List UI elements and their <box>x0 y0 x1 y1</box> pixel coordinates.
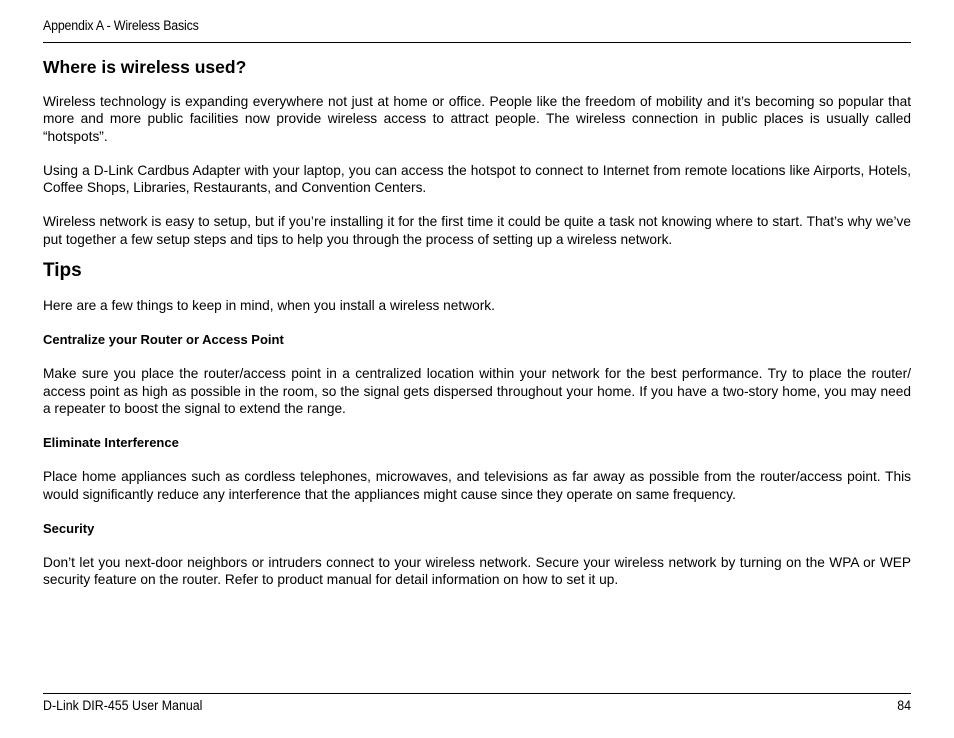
tips-intro: Here are a few things to keep in mind, when you install a wireless network. <box>43 298 495 314</box>
tip-title-security: Security <box>43 520 95 536</box>
header-divider <box>43 42 911 43</box>
paragraph: Wireless technology is expanding everywhere not just at home or office. People like the freedom of mobility and it’s becoming so popular that more and more public facilities now provide wireless access to attract people. The wireless connection in public places is usually called “hotspots”. <box>43 94 911 144</box>
section-heading-where: Where is wireless used? <box>43 57 247 77</box>
tip-body-interference: Place home appliances such as cordless telephones, microwaves, and televisions as far away as possible from the router/access point. This would significantly reduce any interference that the appliances might cause since they operate on same frequency. <box>43 469 911 502</box>
page-body <box>43 56 911 588</box>
tip-body-security: Don’t let you next-door neighbors or intruders connect to your wireless network. Secure your wireless network by turning on the WPA or WEP security feature on the router. Refer to product manual for detail information on how to set it up. <box>43 554 911 588</box>
tip-title-interference: Eliminate Interference <box>43 435 179 451</box>
footer-divider <box>43 693 911 694</box>
footer-manual-title: D-Link DIR-455 User Manual <box>43 698 203 713</box>
tip-title-centralize: Centralize your Router or Access Point <box>43 332 284 348</box>
page-number: 84 <box>897 698 911 713</box>
paragraph: Wireless network is easy to setup, but if you’re installing it for the first time it could be quite a task not knowing where to start. That’s why we’ve put together a few setup steps and tips to help you through the process of setting up a wireless network. <box>43 214 911 247</box>
paragraph: Using a D-Link Cardbus Adapter with your laptop, you can access the hotspot to connect to Internet from remote locations like Airports, Hotels, Coffee Shops, Libraries, Restaurants, and Convention Centers. <box>43 162 911 196</box>
tip-body-centralize: Make sure you place the router/access point in a centralized location within your network for the best performance. Try to place the router/ access point as high as possible in the room, so the signal gets dispersed throughout your home. If you have a two-story home, you may need a repeater to boost the signal to extend the range. <box>43 366 911 416</box>
page-header: Appendix A - Wireless Basics <box>43 18 199 33</box>
section-heading-tips: Tips <box>43 260 82 282</box>
